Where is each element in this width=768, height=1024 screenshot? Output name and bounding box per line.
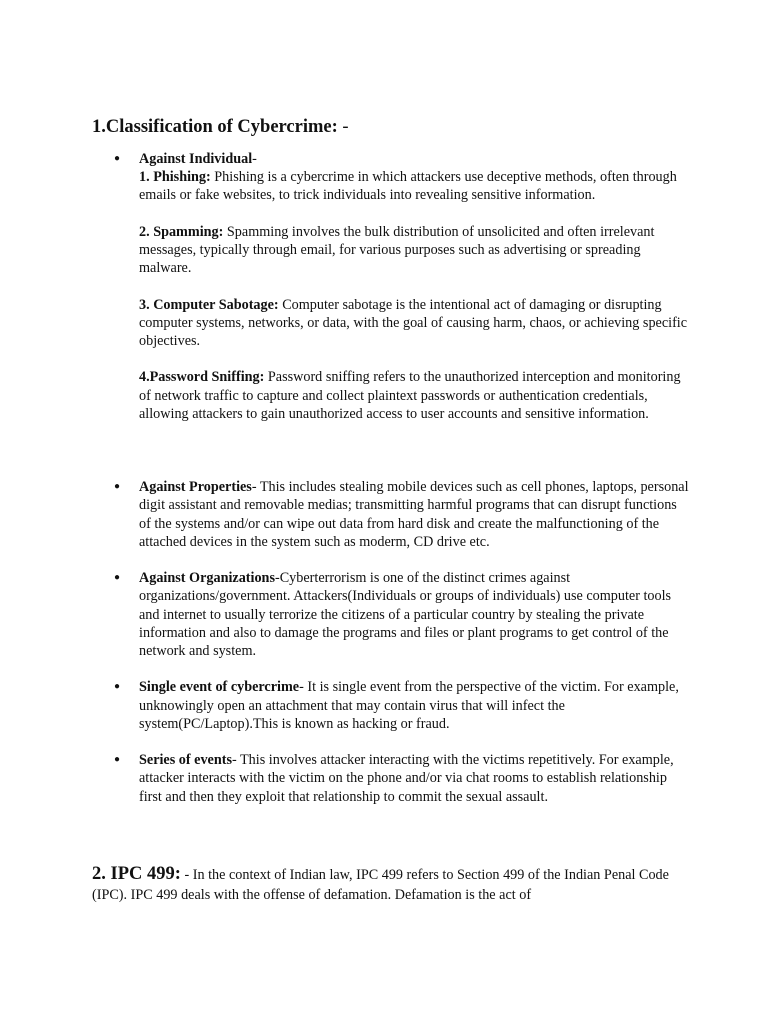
ipc-text: In the context of Indian law, IPC 499 refers to Section 499 of the Indian Penal Code (IPC). IPC 499 deals with the offense of defamation. Defamation is the act of (92, 867, 669, 903)
section-heading-classification (92, 116, 349, 138)
individual-dash: - (252, 151, 257, 167)
sabotage-label: 3. Computer Sabotage: (139, 296, 279, 313)
spamming-label: 2. Spamming: (139, 223, 224, 240)
bullet-icon: ● (114, 754, 121, 766)
list-item-organizations (92, 569, 692, 660)
properties-text: - This includes stealing mobile devices such as cell phones, laptops, personal digit assistant and removable medias; transmitting harmful programs that can disrupt functions of the systems and/or can wipe out data from hard disk and create the malfunctioning of the attached devices in the system such as moderm, CD drive etc. (139, 479, 689, 550)
series-title: Series of events (139, 752, 232, 769)
bullet-icon: ● (114, 681, 121, 693)
organizations-paragraph (139, 569, 692, 660)
series-text: - This involves attacker interacting with the victims repetitively. For example, attacker interacts with the victim on the phone and/or via chat rooms to establish relationship first and then they exploit that relationship to commit the sexual assault. (139, 752, 674, 805)
list-item-series-events (92, 751, 692, 806)
bullet-icon: ● (114, 572, 121, 584)
ipc-title: 2. IPC 499: (92, 864, 181, 884)
spamming-paragraph (139, 223, 692, 278)
single-paragraph (139, 678, 692, 733)
sniffing-label: 4.Password Sniffing: (139, 369, 265, 386)
list-item-properties (92, 478, 692, 551)
bullet-icon: ● (114, 481, 121, 493)
classification-list (92, 150, 692, 806)
bullet-icon: ● (114, 153, 121, 164)
spamming-text: Spamming involves the bulk distribution of unsolicited and often irrelevant messages, typically through email, for various purposes such as advertising or spreading malware. (139, 223, 655, 277)
series-paragraph (139, 751, 692, 806)
sniffing-text: Password sniffing refers to the unauthorized interception and monitoring of network traffic to capture and collect plaintext passwords or authentication credentials, allowing attackers to gain unauthorized access to user accounts and sensitive information. (139, 369, 681, 422)
individual-heading (139, 150, 692, 168)
phishing-text: Phishing is a cybercrime in which attackers use deceptive methods, often through emails or fake websites, to trick individuals into revealing sensitive information. (139, 169, 677, 204)
organizations-text: -Cyberterrorism is one of the distinct crimes against organizations/government. Attackers(Individuals or groups of individuals) use computer tools and internet to usually terrorize the citizens of a particular country by stealing the private information and also to damage the programs and files or plant programs to get control of the network and system. (139, 570, 672, 659)
single-text: - It is single event from the perspective of the victim. For example, unknowingly open an attachment that may contain virus that will infect the system(PC/Laptop).This is known as hacking or fraud. (139, 679, 679, 732)
phishing-label: 1. Phishing: (139, 169, 211, 186)
single-title: Single event of cybercrime (139, 679, 300, 696)
phishing-paragraph (139, 168, 692, 204)
sabotage-paragraph (139, 296, 692, 351)
organizations-title: Against Organizations (139, 570, 275, 587)
individual-title: Against Individual (139, 151, 253, 167)
properties-paragraph (139, 478, 692, 551)
heading-title: 1.Classification of Cybercrime: (92, 117, 338, 137)
sniffing-paragraph (139, 368, 692, 423)
list-item-single-event (92, 678, 692, 733)
properties-title: Against Properties (139, 479, 252, 496)
sabotage-text: Computer sabotage is the intentional act of damaging or disrupting computer systems, networks, or data, with the goal of causing harm, chaos, or achieving specific objectives. (139, 296, 688, 349)
section-ipc-499 (92, 864, 692, 905)
ipc-dash: - (180, 867, 193, 883)
list-item-individual (92, 150, 692, 423)
heading-dash: - (342, 117, 349, 137)
